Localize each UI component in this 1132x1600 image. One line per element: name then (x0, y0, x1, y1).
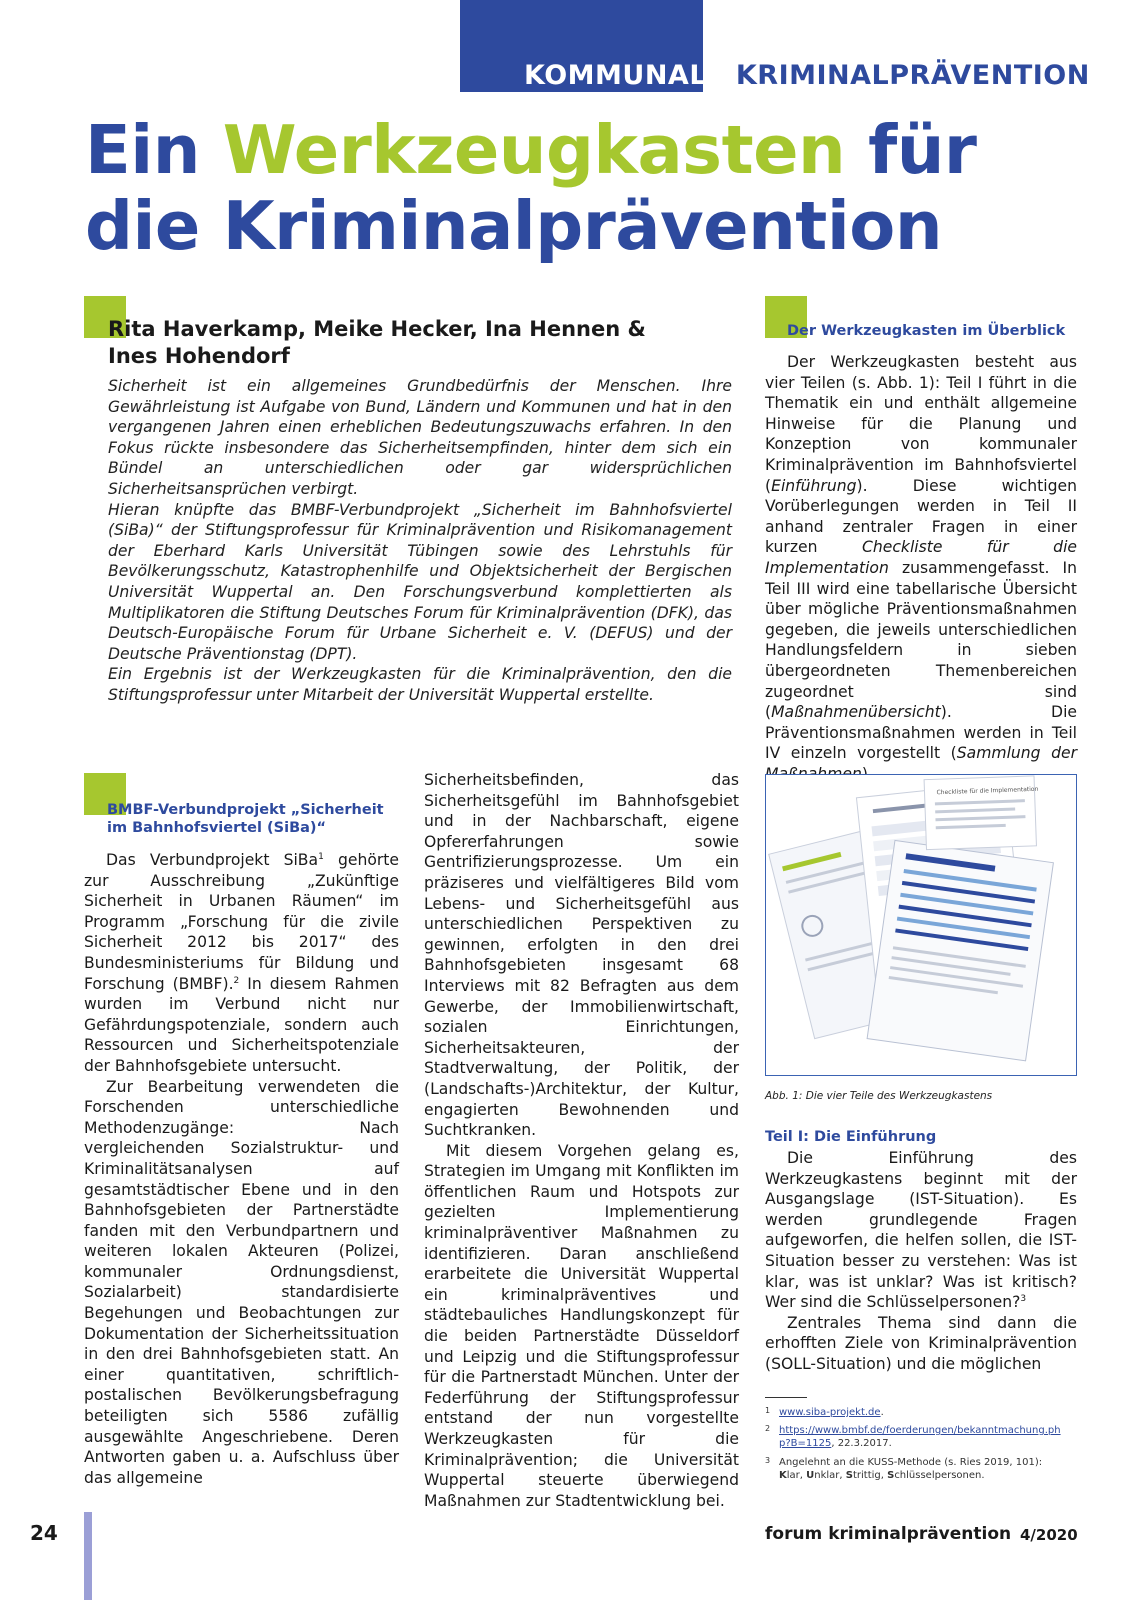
text-run: lar, (786, 1470, 807, 1481)
footnote-1 (765, 1406, 1065, 1419)
sidebar-text (765, 352, 1077, 784)
text-run: In diesem Rahmen wurden im Verbund nicht nur Gefährdungspotenziale, sondern auch Ressourcen und Sicherheitspotenziale der Bahnhofsgebiete untersucht. (84, 974, 399, 1075)
column1-text (84, 850, 399, 1488)
emphasis: Checkliste für die Implementation (765, 538, 1077, 577)
footnote-ref[interactable]: 3 (1020, 1293, 1027, 1304)
authors-line2: Ines Hohendorf (108, 344, 290, 368)
footnote-3 (765, 1456, 1065, 1482)
emphasis: U (806, 1470, 815, 1481)
footnote-ref[interactable]: 1 (318, 851, 324, 862)
sidebar-paragraph (765, 352, 1077, 784)
emphasis: S (887, 1470, 895, 1481)
footnote-number: 1 (765, 1406, 771, 1415)
text-run: nklar, (814, 1470, 846, 1481)
emphasis: Einführung (771, 476, 857, 495)
title-word2: Werkzeugkasten (222, 111, 846, 189)
journal-name: forum kriminalprävention (765, 1524, 1012, 1544)
teil1-text (765, 1148, 1077, 1375)
emphasis: Maßnahmenübersicht (771, 703, 941, 722)
section-kicker (524, 60, 1090, 91)
text-run: Die Einführung des Werkzeugkastens beginnt mit der Ausgangslage (IST-Situation). Es werden grundlegende Fragen aufgeworfen, die helfen sollen, die IST-Situation besser zu verstehen: Was ist klar, was ist unklar? Was ist kritisch? Wer sind die Schlüsselpersonen? (765, 1149, 1077, 1312)
intro-paragraph-1: Sicherheit ist ein allgemeines Grundbedürfnis der Menschen. Ihre Gewährleistung ist Aufgabe von Bund, Ländern und Kommunen und hat in den vergangenen Jahren einen erheblichen Bedeutungszuwachs erfahren. In den Fokus rückte insbesondere das Sicherheitsempfinden, hinter dem sich ein Bündel an unterschiedlichen oder gar widersprüchlichen Sicherheitsansprüchen verbirgt. (108, 377, 732, 498)
emphasis: S (845, 1470, 853, 1481)
intro-lead (108, 376, 732, 706)
footnote-link[interactable]: www.siba-projekt.de (779, 1407, 881, 1418)
text-run: trittig, (852, 1470, 888, 1481)
footer-bar (84, 1512, 92, 1600)
intro-paragraph-2: Hieran knüpfte das BMBF-Verbundprojekt „Sicherheit im Bahnhofsviertel (SiBa)“ der Stiftungsprofessur für Kriminalprävention und Risikomanagement der Eberhard Karls Universität Tübingen sowie des Lehrstuhls für Bevölkerungsschutz, Katastrophenhilfe und Objektsicherheit der Bergischen Universität Wuppertal an. Den Forschungsverbund komplettierten als Multiplikatoren die Stiftung Deutsches Forum für Kriminalprävention (DFK), das Deutsch-Europäische Forum für Urbane Sicherheit e. V. (DEFUS) und der Deutsche Präventionstag (DPT). (108, 500, 732, 663)
column2-paragraph-2: Mit diesem Vorgehen gelang es, Strategien im Umgang mit Konflikten im öffentlichen Raum und Hotspots zur gezielten Implementierung kriminalpräventiver Maßnahmen zu identifizieren. Daran anschließend erarbeitete die Universität Wuppertal ein kriminalpräventives und städtebauliches Handlungskonzept für die beiden Partnerstädte Düsseldorf und Leipzig und die Stiftungsprofessur für die Partnerstadt München. Unter der Federführung der Stiftungsprofessur entstand der nun vorgestellte Werkzeugkasten für die Kriminalprävention; die Universität Wuppertal steuerte überwiegend Maßnahmen zur Stadtentwicklung bei. (424, 1141, 739, 1510)
footnote-2 (765, 1424, 1065, 1450)
footnote-number: 3 (765, 1456, 771, 1465)
text-run: Das Verbundprojekt SiBa (106, 851, 319, 869)
footnote-link[interactable]: https://www.bmbf.de/foerderungen/bekanntmachung.php?B=1125 (779, 1425, 1061, 1449)
figure-caption: Abb. 1: Die vier Teile des Werkzeugkastens (765, 1090, 993, 1102)
intro-paragraph-3: Ein Ergebnis ist der Werkzeugkasten für die Kriminalprävention, den die Stiftungsprofessur unter Mitarbeit der Universität Wuppertal erstellte. (108, 665, 732, 704)
emphasis: Sammlung der (956, 744, 1077, 763)
text-run: ). Diese wichtigen Vorüberlegungen werden in Teil II anhand zentraler Fragen in einer kurzen (765, 476, 1077, 557)
kicker-part2: KRIMINALPRÄVENTION (735, 60, 1090, 91)
authors-line1: Rita Haverkamp, Meike Hecker, Ina Hennen & (108, 317, 646, 341)
text-run: gehörte zur Ausschreibung „Zukünftige Sicherheit in Urbanen Räumen“ im Programm „Forschung für die zivile Sicherheit 2012 bis 2017“ des Bundesministeriums für Bildung und Forschung (BMBF). (84, 851, 399, 993)
figure-toolkit-documents (765, 774, 1077, 1076)
sidebar-heading: Der Werkzeugkasten im Überblick (787, 323, 1066, 339)
text-run: zusammengefasst. In Teil III wird eine tabellarische Übersicht über mögliche Präventionsmaßnahmen gegeben, die jeweils unterschiedlichen Handlungsfeldern in sieben übergeordneten Themenbereichen zugeordnet sind ( (765, 558, 1077, 722)
column1-paragraph-1 (84, 850, 399, 1077)
author-line (108, 316, 668, 370)
footnote-ref[interactable]: 2 (233, 975, 240, 986)
column2-text (424, 770, 739, 1511)
teil1-paragraph-2: Zentrales Thema sind dann die erhofften Ziele von Kriminalprävention (SOLL-Situation) und die möglichen (765, 1313, 1077, 1373)
teil1-paragraph-1 (765, 1148, 1077, 1313)
document-stack-illustration (766, 775, 1075, 1074)
kicker-part1: KOMMUNALE (524, 60, 726, 91)
heading-line: BMBF-Verbundprojekt „Sicherheit (107, 802, 384, 818)
footnote-number: 2 (765, 1424, 771, 1433)
figure-doc-title: Checkliste für die Implementation (936, 785, 1039, 797)
column1-heading (107, 801, 384, 837)
emphasis: K (779, 1470, 787, 1481)
article-title (85, 112, 976, 264)
title-word1: Ein (85, 111, 200, 189)
issue-number: 4/2020 (1020, 1526, 1078, 1544)
column2-paragraph-1: Sicherheitsbefinden, das Sicherheitsgefühl im Bahnhofsgebiet und in der Nachbarschaft, eigene Opfererfahrungen sowie Gentrifizierungsprozesse. Um ein präziseres und vielfältigeres Bild vom Lebens- und Sicherheitsgefühl aus unterschiedlichen Perspektiven zu gewinnen, erfolgten in den drei Bahnhofsgebieten insgesamt 68 Interviews mit 82 Befragten aus dem Gewerbe, der Immobilienwirtschaft, sozialen Einrichtungen, Sicherheitsakteuren, der Stadtverwaltung, der Politik, der (Landschafts-)Architektur, der Kultur, engagierten Bewohnenden und Suchtkranken. (424, 771, 739, 1140)
text-run: chlüsselpersonen. (894, 1470, 985, 1481)
text-run: ). Die Präventionsmaßnahmen werden in Teil IV einzeln vorgestellt ( (765, 703, 1077, 763)
text-run: , 22.3.2017. (831, 1438, 892, 1449)
teil1-heading: Teil I: Die Einführung (765, 1129, 937, 1145)
page-number: 24 (30, 1521, 58, 1545)
text-run: Angelehnt an die KUSS-Methode (s. Ries 2019, 101): (779, 1457, 1043, 1468)
title-word3: für (868, 111, 977, 189)
text-run: Der Werkzeugkasten besteht aus vier Teilen (s. Abb. 1): Teil I führt in die Thematik ein und enthält allgemeine Hinweise für die Planung und Konzeption von kommunaler Kriminalprävention im Bahnhofsviertel ( (765, 353, 1077, 495)
title-line2: die Kriminalprävention (85, 187, 943, 265)
footnote-rule (765, 1397, 807, 1398)
text-run: . (880, 1407, 884, 1418)
column1-paragraph-2: Zur Bearbeitung verwendeten die Forschenden unterschiedliche Methodenzugänge: Nach vergleichenden Sozialstruktur- und Kriminalitätsanalysen auf gesamtstädtischer Ebene und in den Bahnhofsgebieten der Partnerstädte fanden mit den Verbundpartnern und weiteren lokalen Akteuren (Polizei, kommunaler Ordnungsdienst, Sozialarbeit) standardisierte Begehungen und Beobachtungen zur Dokumentation der Sicherheitssituation in den drei Bahnhofsgebieten statt. An einer quantitativen, schriftlich-postalischen Bevölkerungsbefragung beteiligten sich 5586 zufällig ausgewählte Angeschriebene. Deren Antworten gaben u. a. Aufschluss über das allgemeine (84, 1077, 399, 1487)
heading-line: im Bahnhofsviertel (SiBa)“ (107, 820, 327, 836)
